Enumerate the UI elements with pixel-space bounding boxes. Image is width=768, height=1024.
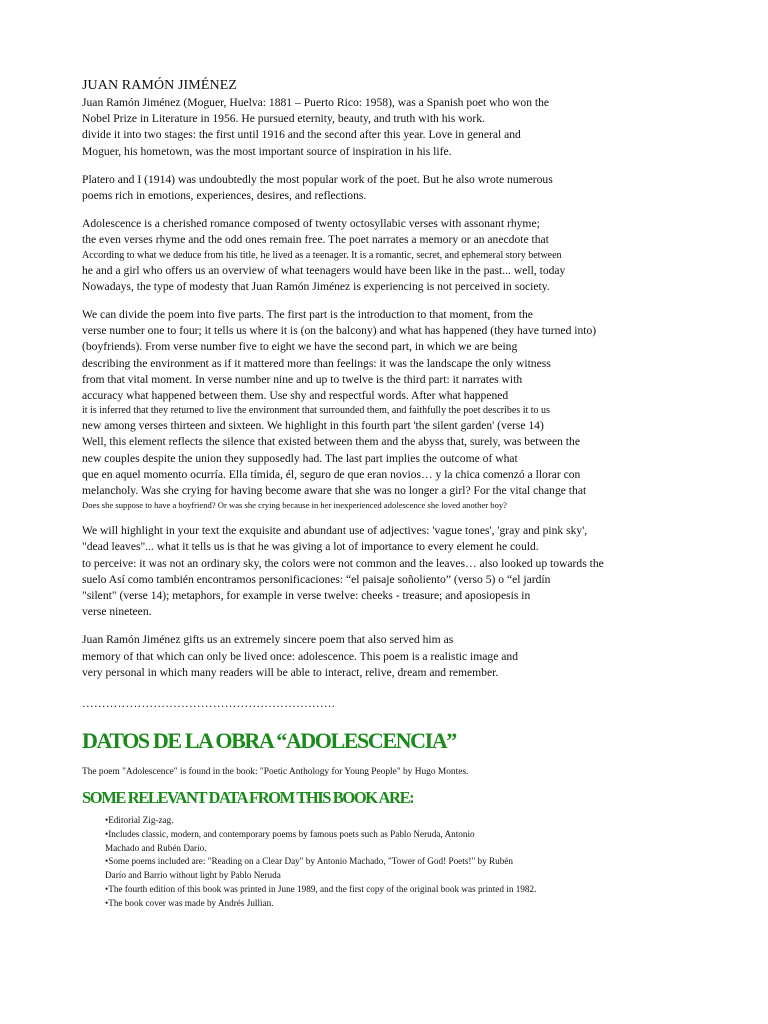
book-fact-item [105,828,652,856]
paragraph-line: "dead leaves"... what it tells us is that he was giving a lot of importance to every element he could. [82,540,539,554]
paragraph-line: Well, this element reflects the silence that existed between them and the abyss that, surely, was between the [82,435,580,449]
paragraph [82,95,652,160]
paragraph-line: Does she suppose to have a boyfriend? Or was she crying because in her inexperienced adolescence she loved another boy? [82,500,507,511]
book-fact-line: •The book cover was made by Andrés Jullian. [105,897,274,908]
paragraph-line: Juan Ramón Jiménez gifts us an extremely sincere poem that also served him as [82,633,454,647]
paragraph-line: the even verses rhyme and the odd ones remain free. The poet narrates a memory or an anecdote that [82,233,549,247]
paragraph-line: We can divide the poem into five parts. The first part is the introduction to that moment, from the [82,308,533,322]
paragraph-line: Adolescence is a cherished romance composed of twenty octosyllabic verses with assonant rhyme; [82,217,540,231]
paragraph-line: We will highlight in your text the exquisite and abundant use of adjectives: 'vague tones', 'gray and pink sky', [82,524,588,538]
paragraph-line: very personal in which many readers will be able to interact, relive, dream and remember. [82,665,499,679]
paragraph-line: Juan Ramón Jiménez (Moguer, Huelva: 1881 – Puerto Rico: 1958), was a Spanish poet who won the [82,96,550,109]
work-data-heading: DATOS DE LA OBRA “ADOLESCENCIA” [82,728,456,754]
paragraph [82,172,652,204]
paragraph [82,523,652,620]
book-fact-line: •The fourth edition of this book was printed in June 1989, and the first copy of the original book was printed in 1982. [105,884,537,895]
paragraph-line: describing the environment as if it mattered more than feelings: it was the landscape the only witness [82,356,551,370]
paragraph-line: new couples despite the union they supposedly had. The last part implies the outcome of what [82,451,518,465]
document-page [82,78,652,911]
book-fact-line: Machado and Rubén Darío. [105,842,207,853]
book-fact-line: •Includes classic, modern, and contemporary poems by famous poets such as Pablo Neruda, Antonio [105,828,475,839]
paragraph-line: accuracy what happened between them. Use shy and respectful words. After what happened [82,389,509,403]
book-fact-item [105,883,652,897]
paragraph [82,307,652,511]
paragraph-line: "silent" (verse 14); metaphors, for example in verse twelve: cheeks - treasure; and aposiopesis in [82,589,531,603]
paragraph-line: from that vital moment. In verse number nine and up to twelve is the third part: it narrates with [82,372,523,386]
paragraph-line: to perceive: it was not an ordinary sky, the colors were not common and the leaves… also looked up towards the [82,556,604,570]
paragraph-line: verse nineteen. [82,605,152,619]
paragraph-line: poems rich in emotions, experiences, desires, and reflections. [82,189,367,203]
book-facts-list [82,814,652,911]
paragraph-line: it is inferred that they returned to live the environment that surrounded them, and faithfully the poet describes it to us [82,405,550,417]
paragraph-line: (boyfriends). From verse number five to eight we have the second part, in which we are being [82,340,518,354]
paragraph [82,216,652,295]
paragraph-line: Nobel Prize in Literature in 1956. He pursued eternity, beauty, and truth with his work. [82,112,485,126]
book-fact-line: •Editorial Zig-zag. [105,815,174,826]
paragraph-line: new among verses thirteen and sixteen. We highlight in this fourth part 'the silent garden' (verse 14) [82,419,544,433]
relevant-data-heading: SOME RELEVANT DATA FROM THIS BOOK ARE: [82,788,414,808]
paragraph-line: melancholy. Was she crying for having become aware that she was no longer a girl? For the vital change that [82,484,587,498]
paragraph-line: Nowadays, the type of modesty that Juan Ramón Jiménez is experiencing is not perceived in society. [82,279,550,293]
paragraph-line: verse number one to four; it tells us where it is (on the balcony) and what has happened (they have turned into) [82,324,597,338]
paragraph-line: According to what we deduce from his title, he lived as a teenager. It is a romantic, secret, and ephemeral story between [82,249,562,261]
paragraph-line: memory of that which can only be lived once: adolescence. This poem is a realistic image and [82,649,519,663]
paragraph-line: suelo Así como también encontramos personificaciones: “el paisaje soñoliento” (verso 5) o “el jardín [82,572,551,586]
paragraph [82,632,652,681]
book-fact-item [105,855,652,883]
paragraph-line: Platero and I (1914) was undoubtedly the most popular work of the poet. But he also wrote numerous [82,172,553,186]
book-fact-line: Darío and Barrio without light by Pablo Neruda [105,870,281,881]
separator-dots: ………………………………………………………. [82,697,335,711]
book-fact-item [105,897,652,911]
book-fact-line: •Some poems included are: "Reading on a Clear Day" by Antonio Machado, "Tower of God! Poets!" by Rubén [105,856,513,867]
paragraph-line: he and a girl who offers us an overview of what teenagers would have been like in the past... well, today [82,263,566,277]
essay-body [82,95,652,681]
paragraph-line: Moguer, his hometown, was the most important source of inspiration in his life. [82,144,452,158]
paragraph-line: divide it into two stages: the first until 1916 and the second after this year. Love in general and [82,128,521,142]
book-fact-item [105,814,652,828]
author-title: JUAN RAMÓN JIMÉNEZ [82,78,238,93]
paragraph-line: que en aquel momento ocurría. Ella tímida, él, seguro de que eran novios… y la chica comenzó a llorar con [82,467,581,481]
book-intro: The poem "Adolescence" is found in the book: "Poetic Anthology for Young People" by Hugo Montes. [82,767,469,778]
